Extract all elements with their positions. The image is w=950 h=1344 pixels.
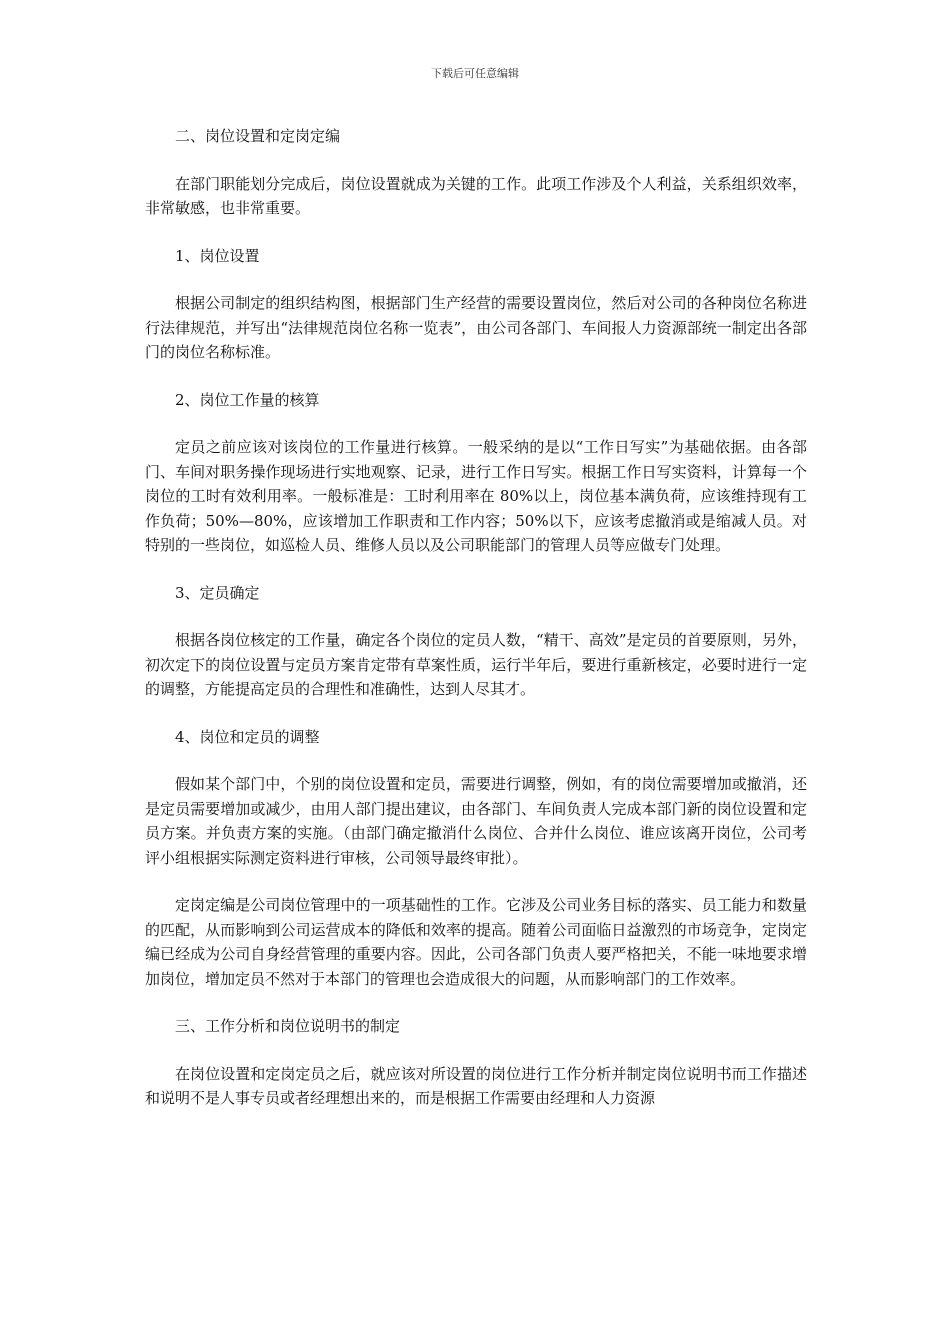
subheading-staffing-determination: 3、定员确定 — [175, 583, 260, 602]
paragraph-job-analysis: 在岗位设置和定岗定员之后，就应该对所设置的岗位进行工作分析并制定岗位说明书而工作描述和说明不是人事专员或者经理想出来的，而是根据工作需要由经理和人力资源 — [145, 1064, 807, 1107]
paragraph-intro: 在部门职能划分完成后，岗位设置就成为关键的工作。此项工作涉及个人利益，关系组织效率，非常敏感，也非常重要。 — [145, 174, 807, 217]
subheading-post-adjustment: 4、岗位和定员的调整 — [175, 727, 320, 746]
subheading-post-setting: 1、岗位设置 — [175, 246, 260, 265]
paragraph-post-adjustment: 假如某个部门中，个别的岗位设置和定员，需要进行调整，例如，有的岗位需要增加或撤消，还是定员需要增加或减少，由用人部门提出建议，由各部门、车间负责人完成本部门新的岗位设置和定员方案。并负责方案的实施。（由部门确定撤消什么岗位、合并什么岗位、谁应该离开岗位，公司考评小组根据实际测定资料进行审核，公司领导最终审批）。 — [145, 775, 807, 867]
section-heading-3: 三、工作分析和岗位说明书的制定 — [175, 1017, 401, 1035]
paragraph-workload-accounting: 定员之前应该对该岗位的工作量进行核算。一般采纳的是以“工作日写实”为基础依据。由各部门、车间对职务操作现场进行实地观察、记录，进行工作日写实。根据工作日写实资料，计算每一个岗位的工时有效利用率。一般标准是：工时利用率在 80%以上，岗位基本满负荷，应该维持现有工作负荷；50%—80%，应该增加工作职责和工作内容；50%以下，应该考虑撤消或是缩减人员。对特别的一些岗位，如巡检人员、维修人员以及公司职能部门的管理人员等应做专门处理。 — [145, 438, 807, 554]
section-heading-2: 二、岗位设置和定岗定编 — [175, 127, 341, 145]
document-body — [145, 124, 807, 1111]
paragraph-summary: 定岗定编是公司岗位管理中的一项基础性的工作。它涉及公司业务目标的落实、员工能力和数量的匹配，从而影响到公司运营成本的降低和效率的提高。随着公司面临日益激烈的市场竞争，定岗定编已经成为公司自身经营管理的重要内容。因此，公司各部门负责人要严格把关，不能一味地要求增加岗位，增加定员不然对于本部门的管理也会造成很大的问题，从而影响部门的工作效率。 — [145, 896, 807, 988]
paragraph-staffing-determination: 根据各岗位核定的工作量，确定各个岗位的定员人数，“精干、高效”是定员的首要原则，另外，初次定下的岗位设置与定员方案肯定带有草案性质，运行半年后，要进行重新核定，必要时进行一定的调整，方能提高定员的合理性和准确性，达到人尽其才。 — [145, 631, 807, 698]
page-header: 下载后可任意编辑 — [431, 67, 519, 80]
paragraph-post-setting: 根据公司制定的组织结构图，根据部门生产经营的需要设置岗位，然后对公司的各种岗位名称进行法律规范，并写出“法律规范岗位名称一览表”，由公司各部门、车间报人力资源部统一制定出各部门的岗位名称标准。 — [145, 294, 807, 361]
subheading-workload-accounting: 2、岗位工作量的核算 — [175, 390, 320, 409]
